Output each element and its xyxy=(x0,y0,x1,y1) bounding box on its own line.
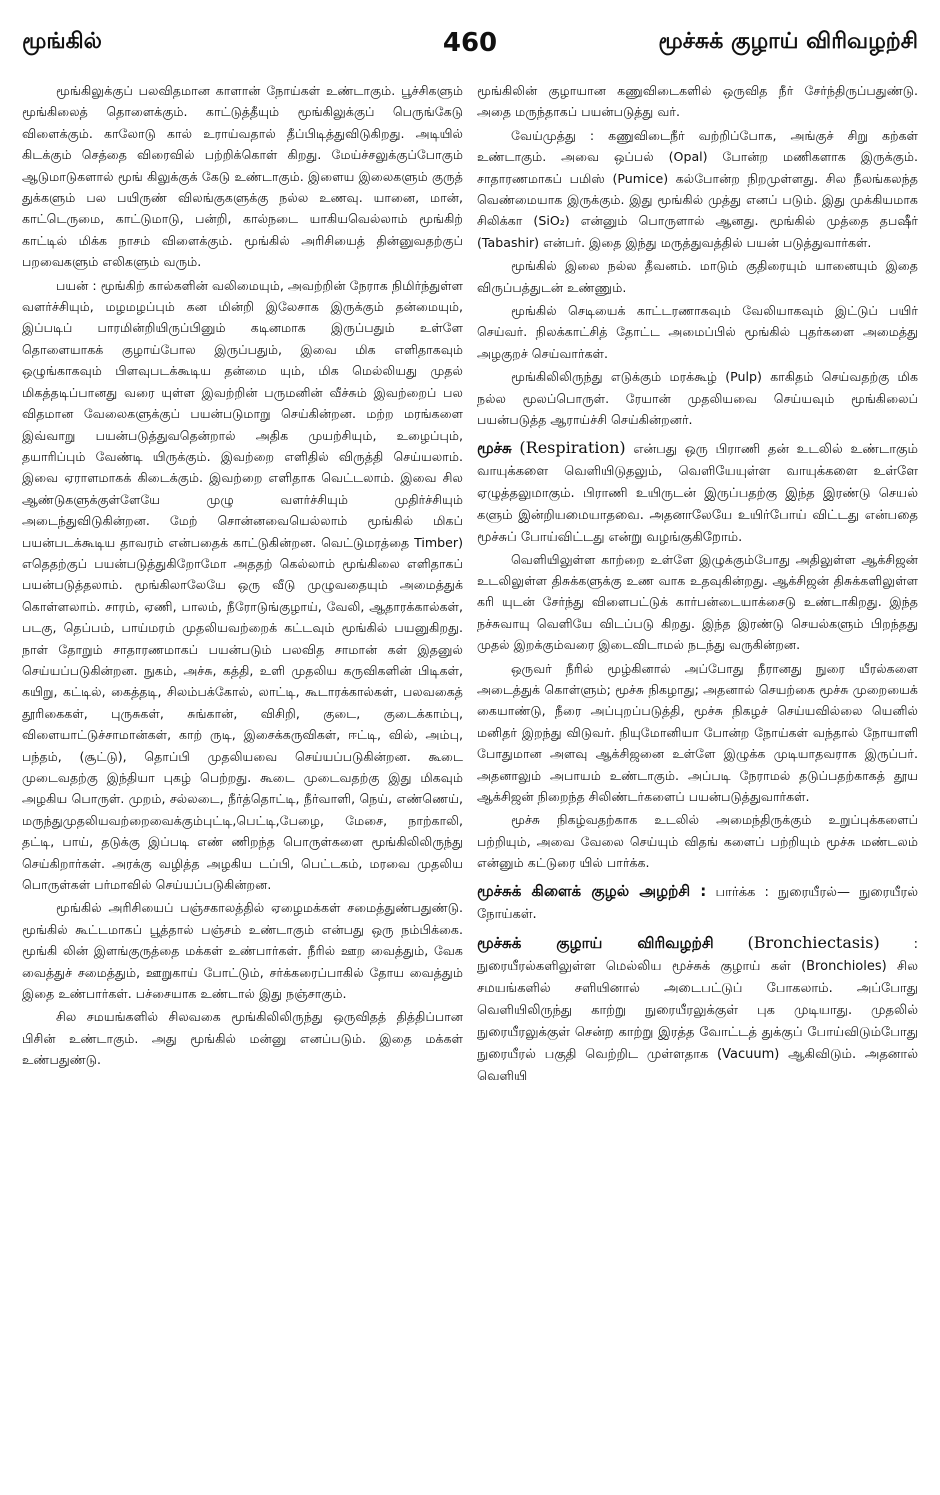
page-number: 460 xyxy=(442,28,498,58)
paragraph: மூங்கில் இலை நல்ல தீவனம். மாடும் குதிரையும் யானையும் இதை விருப்பத்துடன் உண்ணும். xyxy=(477,258,918,295)
paragraph: மூங்கில் அரிசியைப் பஞ்சகாலத்தில் ஏழைமக்கள் சமைத்துண்பதுண்டு. மூங்கில் கூட்டமாகப் பூத்தால் பஞ்சம் உண்டாகும் என்பது ஒரு நம்பிக்கை. மூங்கி லின் இளங்குருத்தை மக்கள் உண்பார்கள். நீரில் ஊற வைத்தும், வேக வைத்துச் சமைத்தும், ஊறுகாய் போட்டும், சர்க்கரைப்பாகில் தோய வைத்தும் இதை உண்பார்கள். பச்சையாக உண்டால் இது நஞ்சாகும். xyxy=(22,900,463,1002)
entry-text: : நுரையீரல்களிலுள்ள மெல்லிய மூச்சுக் குழாய் கள் (Bronchioles) சில சமயங்களில் சளியினால் அடைபட்டுப் போகலாம். அப்போது வெளியிலிருந்து காற்று நுரையீரலுக்குள் புக முடியாது. முதலில் நுரையீரலுக்குள் சென்ற காற்று இரத்த வோட்டத் துக்குப் போய்விடும்போது நுரையீரல் பகுதி வெற்றிட முள்ளதாக (Vacuum) ஆகிவிடும். அதனால் வெளியி xyxy=(477,936,918,1084)
paragraph: பயன் : மூங்கிற் கால்களின் வலிமையும், அவற்றின் நேராக நிமிர்ந்துள்ள வளர்ச்சியும், மழமழப்பும் கன மின்றி இலேசாக இருக்கும் தன்மையும், இப்படிப் பாரமின்றியிருப்பினும் கடினமாக இருப்பதும் உள்ளே தொளையாகக் குழாய்போல இருப்பதும், இவை மிக எளிதாகவும் ஒழுங்காகவும் பிளவுபடக்கூடிய தன்மை யும், மிக மெல்லியது முதல் மிகத்தடிப்பானது வரை யுள்ள இவற்றின் பருமனின் வீச்சும் இவற்றைப் பல விதமான வேலைகளுக்குப் பயன்படுமாறு செய்கின்றன. மற்ற மரங்களை இவ்வாறு பயன்படுத்துவதென்றால் அதிக முயற்சியும், உழைப்பும், தயாரிப்பும் வேண்டி யிருக்கும். இவற்றை எளிதில் விருத்தி செய்யலாம். இவை ஏராளமாகக் கிடைக்கும். இவற்றை எளிதாக வெட்டலாம். இவை சில ஆண்டுகளுக்குள்ளேயே முழு வளர்ச்சியும் முதிர்ச்சியும் அடைந்துவிடுகின்றன. மேற் சொன்னவையெல்லாம் மூங்கில் மிகப் பயன்படக்கூடிய தாவரம் என்பதைக் காட்டுகின்றன. வெட்டுமரத்தை Timber) எதெதற்குப் பயன்படுத்துகிறோமோ அததற் கெல்லாம் மூங்கிலை எளிதாகப் பயன்படுத்தலாம். மூங்கிலாலேயே ஒரு வீடு முழுவதையும் அமைத்துக் கொள்ளலாம். சாரம், ஏணி, பாலம், நீரோடுங்குழாய், வேலி, ஆதாரக்கால்கள், படகு, தெப்பம், பாய்மரம் முதலியவற்றைக் கட்டவும் மூங்கில் பயனுகிறது. நாள் தோறும் சாதாரணமாகப் பயன்படும் பலவித சாமான் கள் இதனுல் செய்யப்படுகின்றன. நுகம், அச்சு, கத்தி, உளி முதலிய கருவிகளின் பிடிகள், கயிறு, கட்டில், கைத்தடி, சிலம்பக்கோல், லாட்டி, கூடாரக்கால்கள், பலவகைத் தூரிகைகள், புருசுகள், சுங்கான், விசிறி, குடை, குடைக்காம்பு, விளையாட்டுச்சாமான்கள், காற் ருடி, இசைக்கருவிகள், ஈட்டி, வில், அம்பு, பந்தம், (சூட்டு), தொப்பி முதலியவை செய்யப்படுகின்றன. கூடை முடைவதற்கு இந்தியா புகழ் பெற்றது. கூடை முடைவதற்கு இது மிகவும் அழகிய பொருள். முறம், சல்லடை, நீர்த்தொட்டி, நீர்வாளி, நெய், எண்ணெய், மருந்துமுதலியவற்றைவைக்கும்புட்டி,பெட்டி,பேழை, மேசை, நாற்காலி, தட்டி, பாய், தடுக்கு இப்படி எண் ணிறந்த பொருள்களை மூங்கிலிலிருந்து செய்கிறார்கள். அரக்கு வழித்த அழகிய டப்பி, பெட்டகம், மரவை முதலிய பொருள்கள் பர்மாவில் செய்யப்படுகின்றன. xyxy=(22,277,463,893)
paragraph: வெளியிலுள்ள காற்றை உள்ளே இழுக்கும்போது அதிலுள்ள ஆக்சிஜன் உடலிலுள்ள திசுக்களுக்கு உண வாக உதவுகின்றது. ஆக்சிஜன் திசுக்களிலுள்ள கரி யுடன் சேர்ந்து விளைபட்டுக் கார்பன்டையாக்சைடு உண்டாகிறது. இந்த நச்சுவாயு வெளியே விடப்படு கிறது. இந்த இரண்டு செயல்களும் பிறந்தது முதல் இறக்கும்வரை இடைவிடாமல் நடந்து வருகின்றன. xyxy=(477,551,918,653)
entry-keyword: மூச்சு xyxy=(477,438,512,457)
entry-latin-term: (Bronchiectasis) xyxy=(747,932,880,952)
header-left-title: மூங்கில் xyxy=(22,29,102,54)
paragraph: மூங்கிலின் குழாயான கணுவிடைகளில் ஒருவித நீர் சேர்ந்திருப்பதுண்டு. அதை மருந்தாகப் பயன்படுத்து வர். xyxy=(477,83,918,120)
entry-text: என்பது ஒரு பிராணி தன் உடலில் உண்டாகும் வாயுக்களை வெளியிடுதலும், வெளியேயுள்ள வாயுக்களை உள்ளே ஏழுத்தலுமாகும். பிராணி உயிருடன் இருப்பதற்கு இந்த இரண்டு செயல் களும் இன்றியமையாதவை. அதனாலேயே உயிர்போய் விட்டது என்பதை மூச்சுப் போய்விட்டது என்று வழங்குகிறோம். xyxy=(477,441,918,545)
entry-bronchial-inflammation xyxy=(477,880,918,926)
entry-latin-term: (Respiration) xyxy=(519,437,626,457)
paragraph: ஒருவர் நீரில் மூழ்கினால் அப்போது நீரானது நுரை யீரல்களை அடைத்துக் கொள்ளும்; மூச்சு நிகழாது; அதனால் செயற்கை மூச்சு முறையைக் கையாண்டு, நீரை அப்புறப்படுத்தி, மூச்சு நிகழச் செய்யவில்லை யெனில் மனிதர் இறந்து விடுவர். நியுமோனியா போன்ற நோய்கள் வந்தால் நோயாளி போதுமான அளவு ஆக்சிஜனை உள்ளே இழுக்க முடியாதவராக இருப்பர். அதனாலும் அபாயம் உண்டாகும். அப்படி நேராமல் தடுப்பதற்காகத் தூய ஆக்சிஜன் நிறைந்த சிலிண்டர்களைப் பயன்படுத்துவார்கள். xyxy=(477,660,918,804)
text-columns xyxy=(22,80,918,1477)
right-column xyxy=(477,80,918,1477)
paragraph: மூங்கிலிலிருந்து எடுக்கும் மரக்கூழ் (Pulp) காகிதம் செய்வதற்கு மிக நல்ல மூலப்பொருள். ரேயான் முதலியவை செய்யவும் மூங்கிலைப் பயன்படுத்த ஆராய்ச்சி செய்கின்றனர். xyxy=(477,369,918,428)
left-column xyxy=(22,80,463,1477)
entry-keyword: மூச்சுக் கிளைக் குழல் அழற்சி : xyxy=(477,881,707,900)
paragraph: மூங்கிலுக்குப் பலவிதமான காளான் நோய்கள் உண்டாகும். பூச்சிகளும் மூங்கிலைத் தொளைக்கும். காட்டுத்தீயும் மூங்கிலுக்குப் பெருங்கேடு விளைக்கும். காலோடு கால் உராய்வதால் தீப்பிடித்துவிடுகிறது. அடியில் கிடக்கும் செத்தை விரைவில் பற்றிக்கொள் கிறது. மேய்ச்சலுக்குப்போகும் ஆடுமாடுகளால் மூங் கிலுக்குக் கேடு உண்டாகும். இளைய இலைகளும் குருத் துக்களும் பல பயிருண் விலங்குகளுக்கு நல்ல உணவு. யானை, மான், காட்டெருமை, காட்டுமாடு, பன்றி, கால்நடை யாகியவெல்லாம் மூங்கிற் காட்டில் மிக்க நாசம் விளைக்கும். மூங்கில் அரிசியைத் தின்னுவதற்குப் பறவைகளும் எலிகளும் வரும். xyxy=(22,83,463,270)
entry-respiration xyxy=(477,437,918,549)
entry-keyword: மூச்சுக் குழாய் விரிவழற்சி xyxy=(477,933,714,952)
paragraph: சில சமயங்களில் சிலவகை மூங்கிலிலிருந்து ஒருவிதத் தித்திப்பான பிசின் உண்டாகும். அது மூங்கில் மன்னு எனப்படும். இதை மக்கள் உண்பதுண்டு. xyxy=(22,1009,463,1068)
running-header xyxy=(22,26,918,60)
see-label: பார்க்க : xyxy=(715,884,769,900)
entry-bronchiectasis xyxy=(477,932,918,1088)
paragraph: மூச்சு நிகழ்வதற்காக உடலில் அமைந்திருக்கும் உறுப்புக்களைப் பற்றியும், அவை வேலை செய்யும் விதங் களைப் பற்றியும் மூச்சு மண்டலம் என்னும் கட்டுரை யில் பார்க்க. xyxy=(477,812,918,871)
header-right-title: மூச்சுக் குழாய் விரிவழற்சி xyxy=(658,29,918,54)
paragraph: வேய்முத்து : கணுவிடைநீர் வற்றிப்போக, அங்குச் சிறு கற்கள் உண்டாகும். அவை ஒப்பல் (Opal) போன்ற மணிகளாக இருக்கும். சாதாரணமாகப் பமிஸ் (Pumice) கல்போன்ற நிறமுள்ளது. சில நீலங்கலந்த வெண்மையாக இருக்கும். இது மூங்கில் முத்து எனப் படும். இது முக்கியமாக சிலிக்கா (SiO₂) என்னும் பொருளால் ஆனது. மூங்கில் முத்தை தபஷீர் (Tabashir) என்பர். இதை இந்து மருத்துவத்தில் பயன் படுத்துவார்கள். xyxy=(477,127,918,250)
entry-text: நுரையீரல்— நுரையீரல் நோய்கள். xyxy=(477,884,918,922)
paragraph: மூங்கில் செடியைக் காட்டரணாகவும் வேலியாகவும் இட்டுப் பயிர் செய்வர். நிலக்காட்சித் தோட்ட அமைப்பில் மூங்கில் புதர்களை அமைத்து அழகுறச் செய்வார்கள். xyxy=(477,303,918,361)
